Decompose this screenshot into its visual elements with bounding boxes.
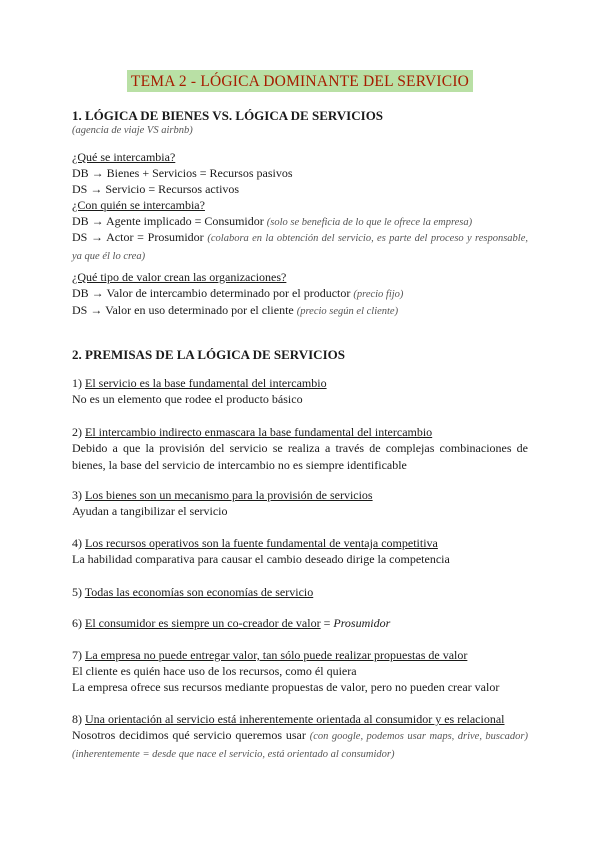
premise-8-text xyxy=(72,727,528,763)
premise-6-number: 6) xyxy=(72,616,82,630)
answer-ds-value-note: (precio según el cliente) xyxy=(296,306,399,317)
premise-7-title-text: La empresa no puede entregar valor, tan sólo puede realizar propuestas de valor xyxy=(85,648,468,662)
answer-db-value-note: (precio fijo) xyxy=(353,289,404,300)
document-title: TEMA 2 - LÓGICA DOMINANTE DEL SERVICIO xyxy=(127,70,473,92)
premise-3-text: Ayudan a tangibilizar el servicio xyxy=(72,504,228,518)
premise-6-equals: = xyxy=(320,616,334,630)
answer-ds-value xyxy=(72,302,398,320)
answer-ds-with-whom-note: (colabora en la obtención del servicio, es parte del proceso y responsable, ya que él lo crea) xyxy=(72,233,529,262)
premise-7-text-1: El cliente es quién hace uso de los recursos, como él quiera xyxy=(72,664,357,678)
answer-ds-exchange: DS → Servicio = Recursos activos xyxy=(72,182,240,196)
answer-db-exchange: DB → Bienes + Servicios = Recursos pasivos xyxy=(72,166,293,180)
question-value-type: ¿Qué tipo de valor crean las organizaciones? xyxy=(72,270,287,284)
premise-2-text: Debido a que la provisión del servicio se realiza a través de complejas combinaciones de bienes, la base del servicio de intercambio no es siempre identificable xyxy=(72,441,528,472)
premise-3-number: 3) xyxy=(72,488,82,502)
premise-3-title xyxy=(72,487,373,503)
premise-4-title xyxy=(72,535,438,551)
answer-db-with-whom-text: DB → Agente implicado = Consumidor xyxy=(72,214,264,228)
answer-db-with-whom-note: (solo se beneficia de lo que le ofrece la empresa) xyxy=(266,217,473,228)
premise-1-text: No es un elemento que rodee el producto básico xyxy=(72,392,303,406)
answer-ds-with-whom xyxy=(72,229,528,265)
premise-4-title-text: Los recursos operativos son la fuente fundamental de ventaja competitiva xyxy=(85,536,438,550)
premise-4-text: La habilidad comparativa para causar el cambio deseado dirige la competencia xyxy=(72,552,450,566)
premise-7-title xyxy=(72,647,467,663)
answer-ds-with-whom-text: DS → Actor = Prosumidor xyxy=(72,230,204,244)
section1-subnote: (agencia de viaje VS airbnb) xyxy=(72,125,193,136)
premise-5-title-text: Todas las economías son economías de servicio xyxy=(84,585,314,599)
premise-8-note: (con google, podemos usar maps, drive, buscador) (inherentemente = desde que nace el servicio, está orientado al consumidor) xyxy=(72,731,529,760)
premise-6-term: Prosumidor xyxy=(333,616,391,630)
premise-8-number: 8) xyxy=(72,712,82,726)
question-exchange: ¿Qué se intercambia? xyxy=(72,150,176,164)
premise-8-title xyxy=(72,711,505,727)
section2-heading: 2. PREMISAS DE LA LÓGICA DE SERVICIOS xyxy=(72,347,345,362)
answer-ds-value-text: DS → Valor en uso determinado por el cliente xyxy=(72,303,294,317)
premise-7-number: 7) xyxy=(72,648,82,662)
premise-7-text-2: La empresa ofrece sus recursos mediante propuestas de valor, pero no pueden crear valor xyxy=(72,680,500,694)
title-container xyxy=(0,70,600,92)
premise-2-title-text: El intercambio indirecto enmascara la base fundamental del intercambio xyxy=(85,425,433,439)
premise-6-title xyxy=(72,615,390,631)
question-with-whom: ¿Con quién se intercambia? xyxy=(72,198,205,212)
premise-6-title-text: El consumidor es siempre un co-creador de valor xyxy=(85,616,321,630)
premise-5-number: 5) xyxy=(72,585,82,599)
premise-2-number: 2) xyxy=(72,425,82,439)
premise-3-title-text: Los bienes son un mecanismo para la provisión de servicios xyxy=(85,488,373,502)
answer-db-value xyxy=(72,285,403,303)
premise-8-text-main: Nosotros decidimos qué servicio queremos usar xyxy=(72,728,306,742)
premise-1-number: 1) xyxy=(72,376,82,390)
premise-4-number: 4) xyxy=(72,536,82,550)
premise-8-title-text: Una orientación al servicio está inherentemente orientada al consumidor y es relacional xyxy=(85,712,505,726)
premise-2-title xyxy=(72,424,432,440)
premise-5-title xyxy=(72,584,313,600)
premise-1-title xyxy=(72,375,327,391)
answer-db-value-text: DB → Valor de intercambio determinado por el productor xyxy=(72,286,351,300)
premise-1-title-text: El servicio es la base fundamental del intercambio xyxy=(85,376,327,390)
section1-heading: 1. LÓGICA DE BIENES VS. LÓGICA DE SERVICIOS xyxy=(72,108,384,123)
